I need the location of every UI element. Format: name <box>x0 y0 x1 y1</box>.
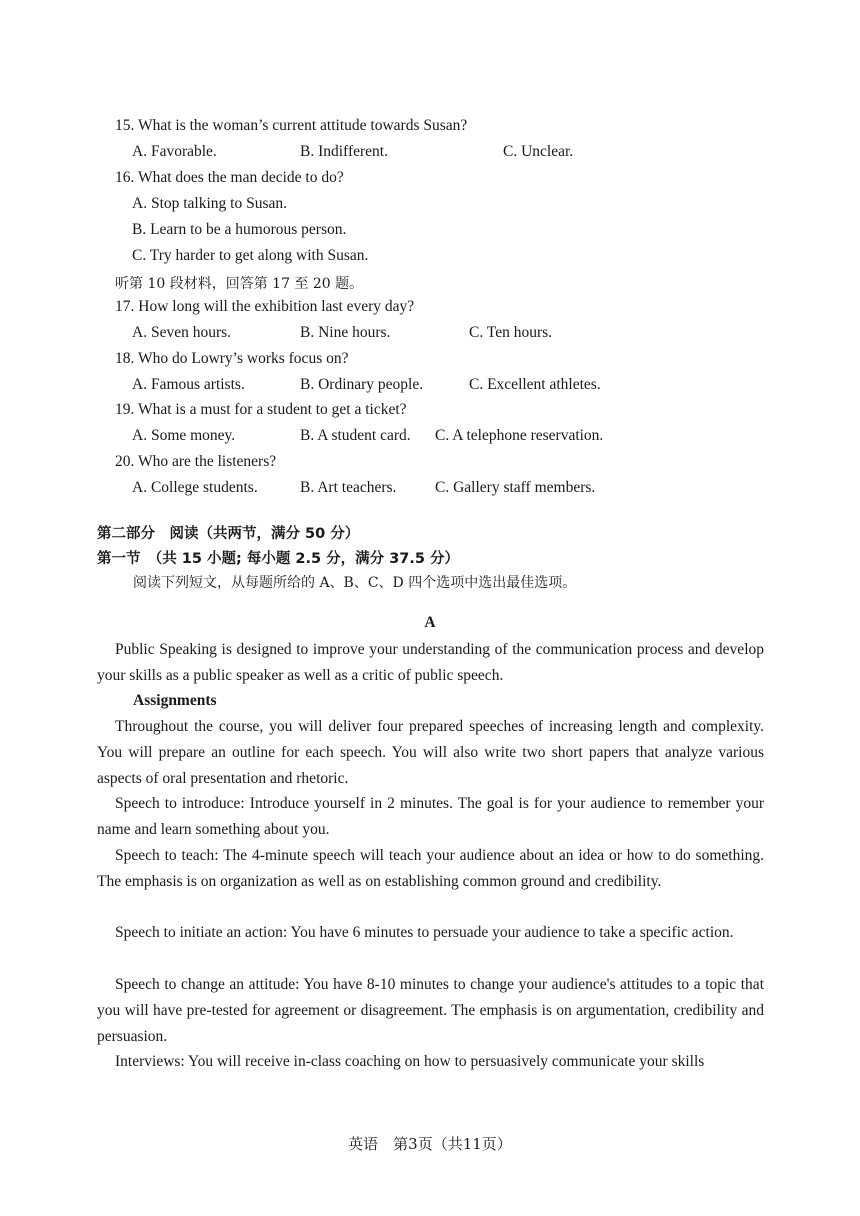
assignments-heading: Assignments <box>133 692 217 709</box>
question-19-option-b: B. A student card. <box>300 427 411 444</box>
question-19-option-a: A. Some money. <box>132 427 236 444</box>
question-15-stem: 15. What is the woman’s current attitude towards Susan? <box>115 117 468 134</box>
passage-paragraph-5: Speech to change an attitude: You have 8-10 minutes to change your audience's attitudes to a topic that you will have pre-tested for agreement or disagreement. The emphasis is on argumentation, credibility and persuasion. <box>97 976 764 1045</box>
question-16-option-b: B. Learn to be a humorous person. <box>132 221 347 238</box>
passage-paragraph-1: Throughout the course, you will deliver four prepared speeches of increasing length and complexity. You will prepare an outline for each speech. You will also write two short papers that analyze various aspects of oral presentation and rhetoric. <box>97 718 764 787</box>
question-17-option-a: A. Seven hours. <box>132 324 232 341</box>
question-18-option-b: B. Ordinary people. <box>300 376 424 393</box>
passage-label: A <box>424 614 436 631</box>
material-10-instruction: 听第 10 段材料，回答第 17 至 20 题。 <box>115 276 364 292</box>
question-15-option-a: A. Favorable. <box>132 143 217 160</box>
question-15-option-b: B. Indifferent. <box>300 143 388 160</box>
question-18-option-a: A. Famous artists. <box>132 376 245 393</box>
passage-paragraph-3: Speech to teach: The 4-minute speech will teach your audience about an idea or how to do something. The emphasis is on organization as well as on establishing common ground and credibility. <box>97 847 764 890</box>
passage-paragraph-6: Interviews: You will receive in-class coaching on how to persuasively communicate your skills <box>115 1053 705 1070</box>
question-20-option-c: C. Gallery staff members. <box>435 479 596 496</box>
question-18-stem: 18. Who do Lowry’s works focus on? <box>115 350 349 367</box>
question-20-option-b: B. Art teachers. <box>300 479 397 496</box>
question-15-option-c: C. Unclear. <box>503 143 574 160</box>
passage-paragraph-4: Speech to initiate an action: You have 6 minutes to persuade your audience to take a specific action. <box>115 924 734 941</box>
passage-paragraph-2: Speech to introduce: Introduce yourself in 2 minutes. The goal is for your audience to remember your name and learn something about you. <box>97 795 764 838</box>
question-17-option-c: C. Ten hours. <box>469 324 553 341</box>
reading-instruction: 阅读下列短文，从每题所给的 A、B、C、D 四个选项中选出最佳选项。 <box>133 575 577 591</box>
section-one-title: 第一节 （共 15 小题; 每小题 2.5 分，满分 37.5 分） <box>97 551 460 567</box>
question-18-option-c: C. Excellent athletes. <box>469 376 601 393</box>
question-19-option-c: C. A telephone reservation. <box>435 427 604 444</box>
passage-intro: Public Speaking is designed to improve your understanding of the communication process and develop your skills as a public speaker as well as a critic of public speech. <box>97 641 764 684</box>
question-17-stem: 17. How long will the exhibition last every day? <box>115 298 415 315</box>
question-16-option-a: A. Stop talking to Susan. <box>132 195 288 212</box>
part-two-title: 第二部分 阅读（共两节，满分 50 分） <box>97 526 360 542</box>
question-16-option-c: C. Try harder to get along with Susan. <box>132 247 369 264</box>
question-20-option-a: A. College students. <box>132 479 258 496</box>
question-16-stem: 16. What does the man decide to do? <box>115 169 344 186</box>
page-footer: 英语 第3页（共11页） <box>348 1135 512 1153</box>
question-20-stem: 20. Who are the listeners? <box>115 453 277 470</box>
question-17-option-b: B. Nine hours. <box>300 324 391 341</box>
question-19-stem: 19. What is a must for a student to get a ticket? <box>115 401 407 418</box>
